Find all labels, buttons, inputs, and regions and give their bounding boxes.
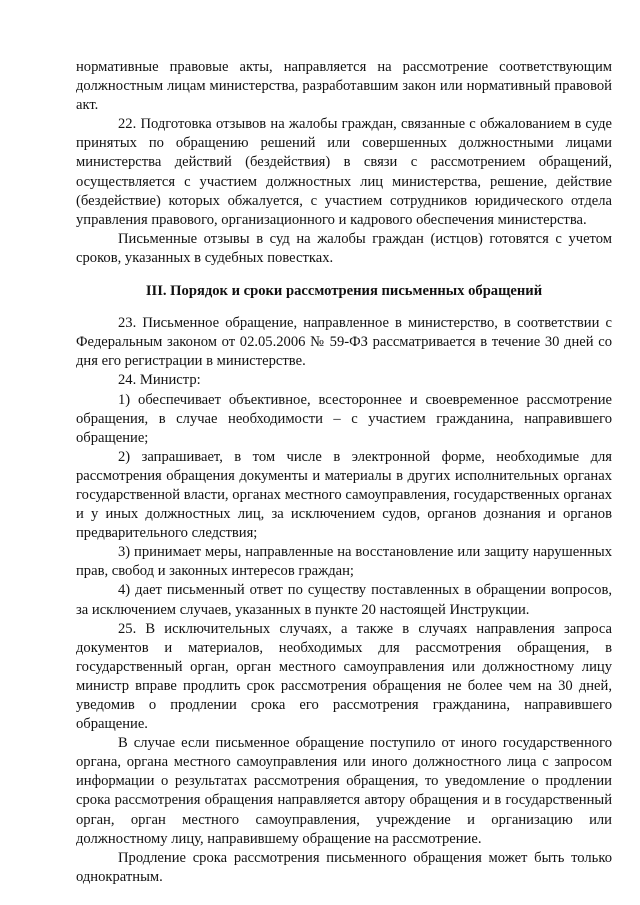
paragraph-continuation: нормативные правовые акты, направляется на рассмотрение соответствующим должностным лицам министерства, разработавшим закон или нормативный правовой акт. [76,59,612,114]
paragraph-25-notification: В случае если письменное обращение поступило от иного государственного органа, органа местного самоуправления или иного должностного лица с запросом информации о результатах рассмотрения обращения, то уведомление о продлении срока рассмотрения обращения направляется автору обращения и в государственный орган, орган местного самоуправления, учреждение и организацию или должностному лицу, направившему обращение на рассмотрение. [76,735,612,847]
paragraph-24-item-3: 3) принимает меры, направленные на восстановление или защиту нарушенных прав, свобод и законных интересов граждан; [76,544,612,580]
section-heading: III. Порядок и сроки рассмотрения письменных обращений [145,283,543,300]
paragraph-22: 22. Подготовка отзывов на жалобы граждан, связанные с обжалованием в суде принятых по обращению решений или совершенных должностными лицами министерства действий (бездействия) в связи с рассмотрением обращений, осуществляется с участием должностных лиц министерства, решение, действие (бездействие) которых обжалуется, с участием сотрудников юридического отдела управления правового, организационного и кадрового обеспечения министерства. [76,116,612,228]
paragraph-24: 24. Министр: [118,372,201,389]
paragraph-25: 25. В исключительных случаях, а также в случаях направления запроса документов и материалов, необходимых для рассмотрения обращения, в государственный орган, орган местного самоуправления или должностному лицу министр вправе продлить срок рассмотрения обращения не более чем на 30 дней, уведомив о продлении срока его рассмотрения гражданина, направившего обращение. [76,620,612,733]
paragraph-24-item-2: 2) запрашивает, в том числе в электронной форме, необходимые для рассмотрения обращения документы и материалы в других исполнительных органах государственной власти, органах местного самоуправления, государственных органах и у иных должностных лиц, за исключением судов, органов дознания и органов предварительного следствия; [76,448,612,542]
paragraph-23: 23. Письменное обращение, направленное в министерство, в соответствии с Федеральным законом от 02.05.2006 № 59-ФЗ рассматривается в течение 30 дней со дня его регистрации в министерстве. [76,315,612,370]
paragraph-24-item-4: 4) дает письменный ответ по существу поставленных в обращении вопросов, за исключением случаев, указанных в пункте 20 настоящей Инструкции. [76,582,612,618]
paragraph-court-responses: Письменные отзывы в суд на жалобы граждан (истцов) готовятся с учетом сроков, указанных в судебных повестках. [76,230,612,266]
paragraph-24-item-1: 1) обеспечивает объективное, всестороннее и своевременное рассмотрение обращения, в случае необходимости – с участием гражданина, направившего обращение; [76,391,612,446]
paragraph-25-single-extension: Продление срока рассмотрения письменного обращения может быть только однократным. [76,849,612,885]
